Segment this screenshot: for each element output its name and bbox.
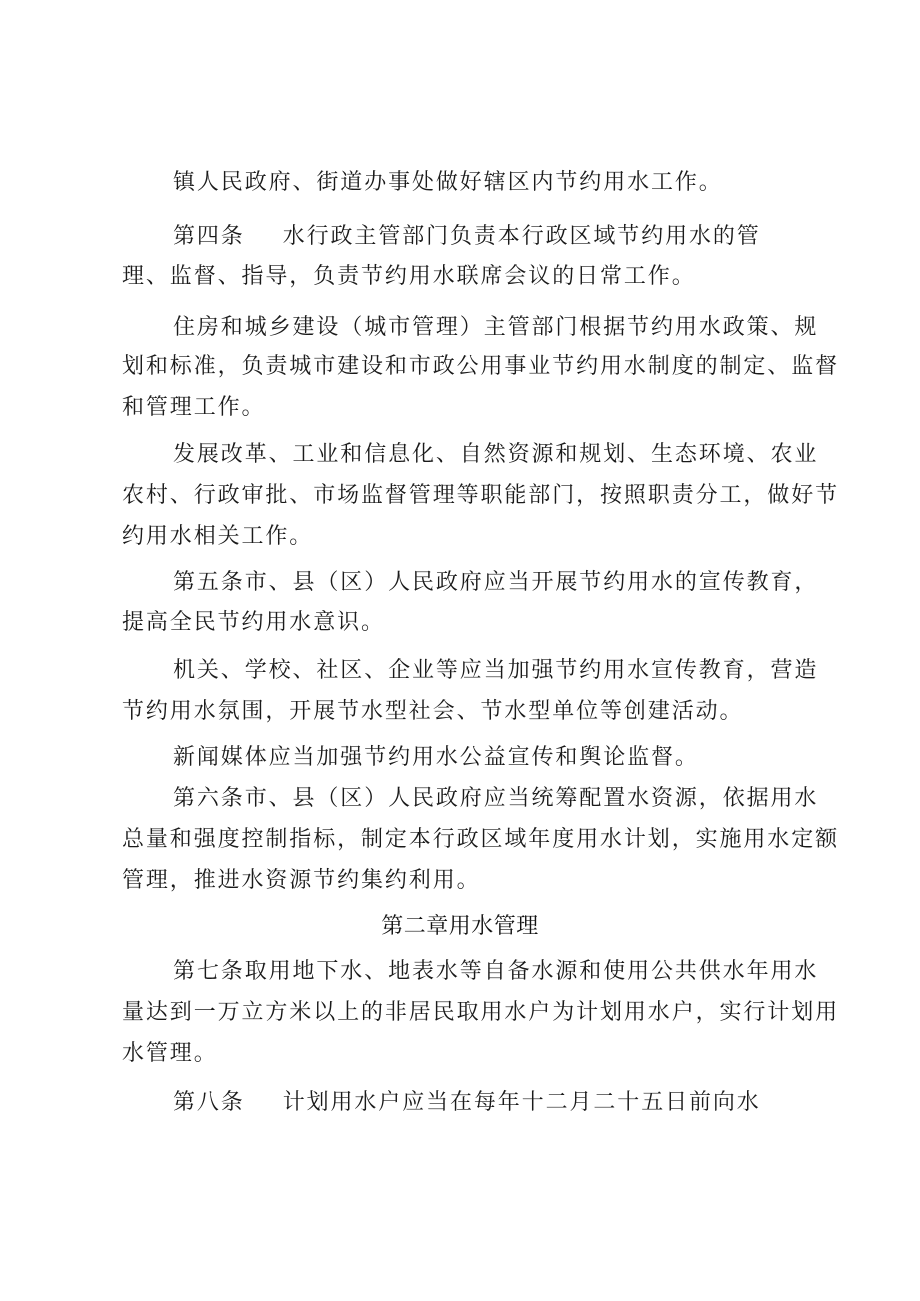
article-first-line	[173, 222, 761, 252]
text-line: 农村、行政审批、市场监督管理等职能部门，按照职责分工，做好节	[122, 483, 840, 508]
text-line: 第五条市、县（区）人民政府应当开展节约用水的宣传教育，	[173, 570, 819, 595]
text-line: 提高全民节约用水意识。	[122, 610, 385, 635]
text-line: 管理，推进水资源节约集约利用。	[122, 868, 481, 893]
text-line: 划和标准，负责城市建设和市政公用事业节约用水制度的制定、监督	[122, 354, 840, 379]
article-number: 第四条	[173, 224, 245, 249]
text-line: 机关、学校、社区、企业等应当加强节约用水宣传教育，营造	[173, 658, 819, 683]
text-line: 第七条取用地下水、地表水等自备水源和使用公共供水年用水	[173, 959, 819, 984]
text-line: 约用水相关工作。	[122, 524, 314, 549]
text-line: 节约用水氛围，开展节水型社会、节水型单位等创建活动。	[122, 699, 744, 724]
article-text: 水行政主管部门负责本行政区域节约用水的管	[282, 224, 761, 249]
text-line: 量达到一万立方米以上的非居民取用水户为计划用水户，实行计划用	[122, 1000, 840, 1025]
article-text: 计划用水户应当在每年十二月二十五日前向水	[282, 1090, 761, 1115]
text-line: 第六条市、县（区）人民政府应当统筹配置水资源，依据用水	[173, 786, 819, 811]
text-line: 总量和强度控制指标，制定本行政区域年度用水计划，实施用水定额	[122, 827, 840, 852]
text-line: 住房和城乡建设（城市管理）主管部门根据节约用水政策、规	[173, 315, 819, 340]
text-line: 镇人民政府、街道办事处做好辖区内节约用水工作。	[173, 170, 723, 195]
text-line: 理、监督、指导，负责节约用水联席会议的日常工作。	[122, 264, 696, 289]
chapter-heading: 第二章用水管理	[381, 914, 539, 939]
text-line: 和管理工作。	[122, 395, 266, 420]
article-first-line	[173, 1088, 761, 1118]
text-line: 发展改革、工业和信息化、自然资源和规划、生态环境、农业	[173, 442, 819, 467]
text-line: 水管理。	[122, 1041, 218, 1066]
article-number: 第八条	[173, 1090, 245, 1115]
text-line: 新闻媒体应当加强节约用水公益宣传和舆论监督。	[173, 745, 699, 770]
